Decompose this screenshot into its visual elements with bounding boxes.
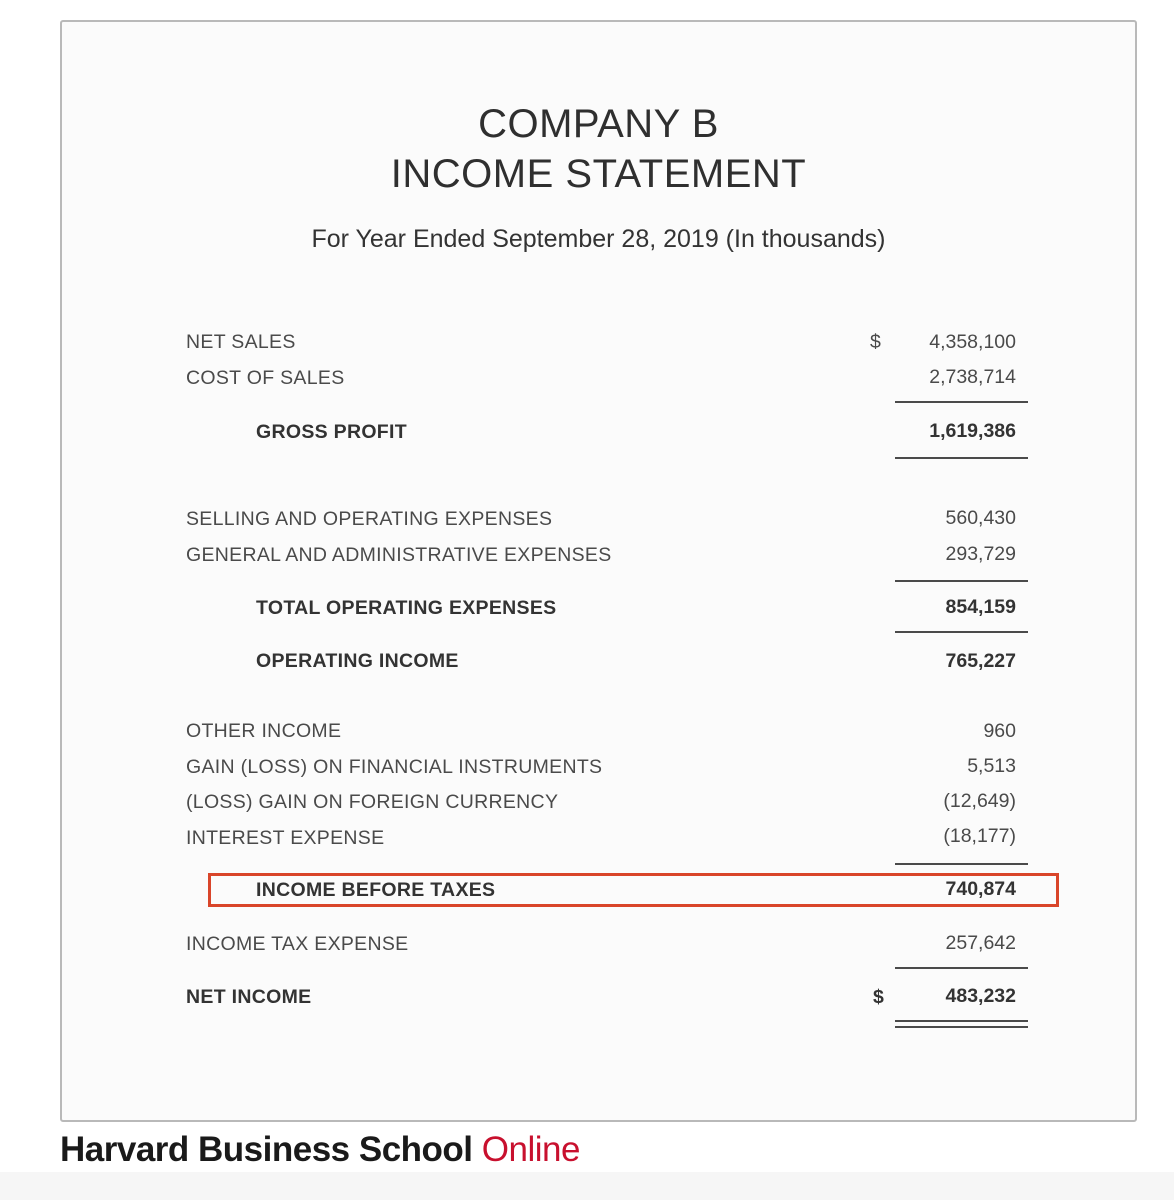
- brand-suffix: Online: [481, 1130, 580, 1169]
- income-statement-card: [60, 20, 1137, 1122]
- income-before-taxes-label: INCOME BEFORE TAXES: [256, 879, 496, 901]
- cost-of-sales-value: 2,738,714: [929, 366, 1016, 388]
- net-income-label: NET INCOME: [186, 986, 312, 1008]
- subtotal-rule: [895, 863, 1028, 865]
- statement-title-company: COMPANY B: [478, 102, 719, 146]
- cost-of-sales-label: COST OF SALES: [186, 367, 345, 389]
- total-operating-label: TOTAL OPERATING EXPENSES: [256, 597, 557, 619]
- selling-operating-label: SELLING AND OPERATING EXPENSES: [186, 508, 553, 530]
- statement-period: For Year Ended September 28, 2019 (In thousands): [311, 225, 886, 253]
- hbs-online-logo: [60, 1130, 580, 1170]
- other-income-label: OTHER INCOME: [186, 720, 342, 742]
- gross-profit-value: 1,619,386: [929, 420, 1016, 442]
- income-tax-value: 257,642: [945, 932, 1016, 954]
- subtotal-rule: [895, 967, 1028, 969]
- grand-total-double-rule: [895, 1020, 1028, 1028]
- gain-financial-label: GAIN (LOSS) ON FINANCIAL INSTRUMENTS: [186, 756, 603, 778]
- net-sales-currency: $: [870, 331, 881, 353]
- net-sales-value: 4,358,100: [929, 331, 1016, 353]
- loss-foreign-label: (LOSS) GAIN ON FOREIGN CURRENCY: [186, 791, 559, 813]
- subtotal-rule: [895, 401, 1028, 403]
- interest-expense-label: INTEREST EXPENSE: [186, 827, 385, 849]
- net-income-currency: $: [873, 986, 884, 1008]
- total-rule: [895, 457, 1028, 459]
- gross-profit-label: GROSS PROFIT: [256, 421, 407, 443]
- bottom-band: [0, 1172, 1174, 1200]
- subtotal-rule: [895, 580, 1028, 582]
- net-income-value: 483,232: [945, 985, 1016, 1007]
- loss-foreign-value: (12,649): [943, 790, 1016, 812]
- income-tax-label: INCOME TAX EXPENSE: [186, 933, 409, 955]
- gain-financial-value: 5,513: [967, 755, 1016, 777]
- operating-income-value: 765,227: [945, 650, 1016, 672]
- total-operating-value: 854,159: [945, 596, 1016, 618]
- selling-operating-value: 560,430: [945, 507, 1016, 529]
- operating-income-label: OPERATING INCOME: [256, 650, 459, 672]
- other-income-value: 960: [983, 720, 1016, 742]
- general-admin-value: 293,729: [945, 543, 1016, 565]
- total-rule: [895, 631, 1028, 633]
- net-sales-label: NET SALES: [186, 331, 296, 353]
- income-before-taxes-value: 740,874: [945, 878, 1016, 900]
- general-admin-label: GENERAL AND ADMINISTRATIVE EXPENSES: [186, 544, 612, 566]
- statement-title: INCOME STATEMENT: [390, 152, 807, 196]
- brand-name: Harvard Business School: [60, 1130, 473, 1169]
- interest-expense-value: (18,177): [943, 825, 1016, 847]
